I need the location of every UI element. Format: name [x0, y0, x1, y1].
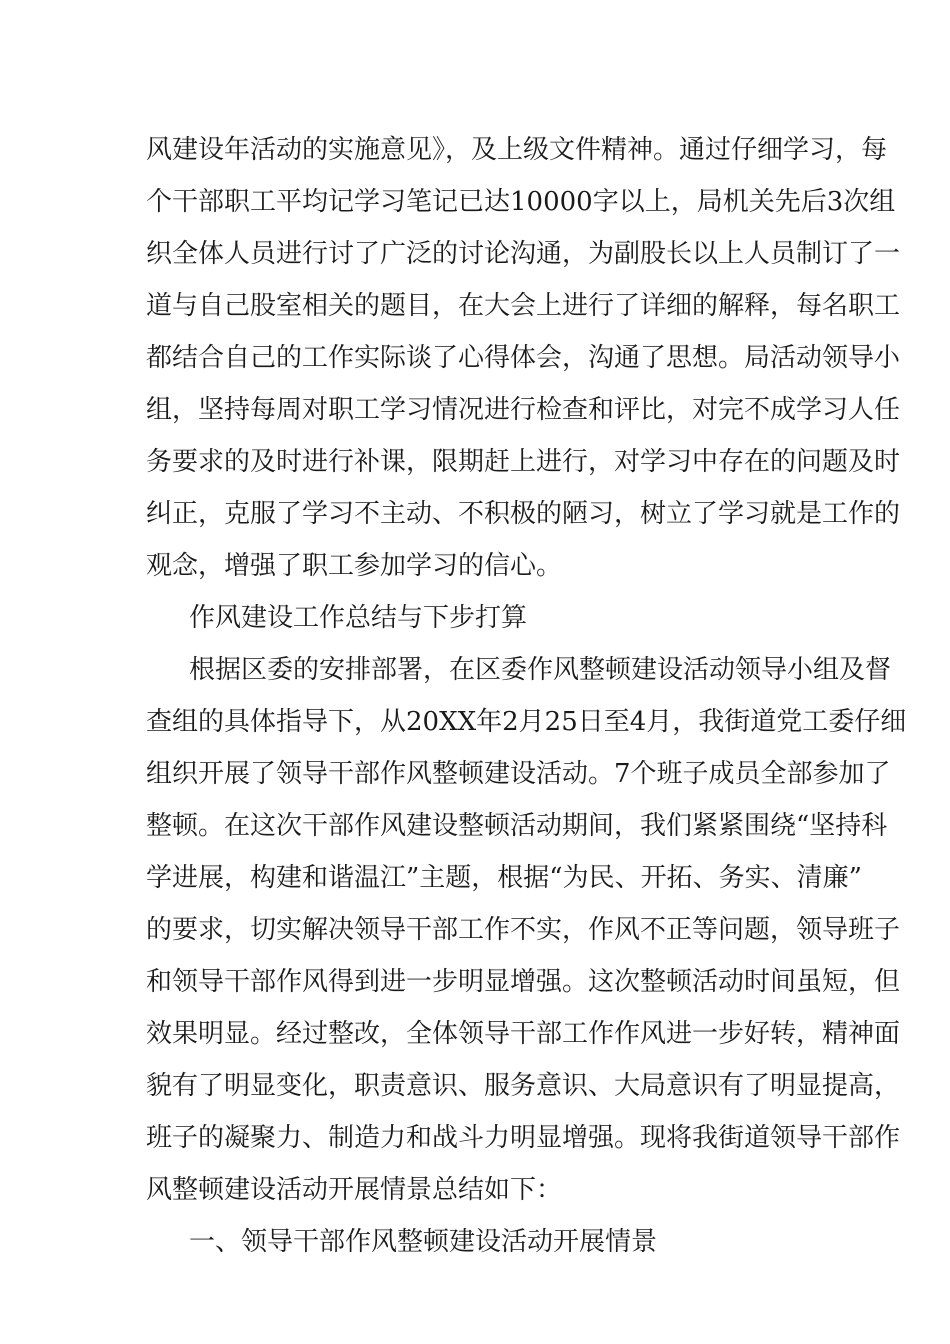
paragraph-line: 纠正，克服了学习不主动、不积极的陋习，树立了学习就是工作的 — [146, 499, 901, 529]
paragraph-line: 整顿。在这次干部作风建设整顿活动期间，我们紧紧围绕“坚持科 — [146, 811, 888, 841]
paragraph-line: 组织开展了领导干部作风整顿建设活动。7个班子成员全部参加了 — [146, 759, 891, 789]
paragraph-line: 风建设年活动的实施意见》，及上级文件精神。通过仔细学习，每 — [146, 135, 888, 165]
paragraph-line: 风整顿建设活动开展情景总结如下： — [146, 1175, 563, 1205]
paragraph-line: 查组的具体指导下，从20XX年2月25日至4月，我街道党工委仔细 — [146, 707, 907, 737]
paragraph-line: 学进展，构建和谐温江”主题，根据“为民、开拓、务实、清廉” — [146, 863, 862, 893]
paragraph-line: 都结合自己的工作实际谈了心得体会，沟通了思想。局活动领导小 — [146, 343, 901, 373]
paragraph-line: 织全体人员进行讨了广泛的讨论沟通，为副股长以上人员制订了一 — [146, 239, 901, 269]
paragraph-line: 和领导干部作风得到进一步明显增强。这次整顿活动时间虽短，但 — [146, 967, 901, 997]
section-title: 作风建设工作总结与下步打算 — [189, 603, 528, 633]
paragraph-line: 组，坚持每周对职工学习情况进行检查和评比，对完不成学习人任 — [146, 395, 901, 425]
section-heading: 一、领导干部作风整顿建设活动开展情景 — [189, 1227, 658, 1257]
paragraph-line: 观念，增强了职工参加学习的信心。 — [146, 551, 563, 581]
paragraph-line: 根据区委的安排部署，在区委作风整顿建设活动领导小组及督 — [189, 655, 892, 685]
paragraph-line: 效果明显。经过整改，全体领导干部工作作风进一步好转，精神面 — [146, 1019, 901, 1049]
paragraph-line: 个干部职工平均记学习笔记已达10000字以上，局机关先后3次组 — [146, 187, 896, 217]
paragraph-line: 务要求的及时进行补课，限期赶上进行，对学习中存在的问题及时 — [146, 447, 901, 477]
paragraph-line: 貌有了明显变化，职责意识、服务意识、大局意识有了明显提高， — [146, 1071, 901, 1101]
paragraph-line: 班子的凝聚力、制造力和战斗力明显增强。现将我街道领导干部作 — [146, 1123, 901, 1153]
paragraph-line: 道与自己股室相关的题目，在大会上进行了详细的解释，每名职工 — [146, 291, 901, 321]
paragraph-line: 的要求，切实解决领导干部工作不实，作风不正等问题，领导班子 — [146, 915, 901, 945]
